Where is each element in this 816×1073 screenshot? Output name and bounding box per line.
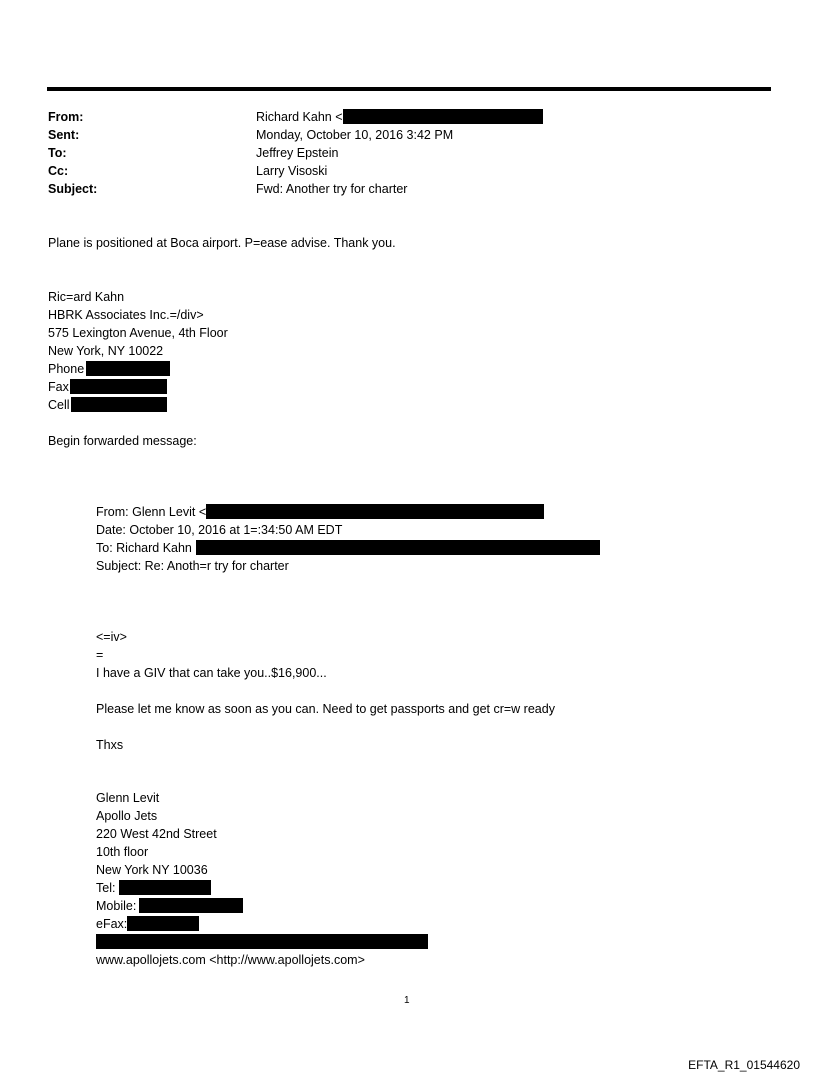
from-label: From: — [48, 110, 84, 124]
fwd-sig-address2: 10th floor — [96, 845, 149, 859]
fwd-to — [96, 539, 600, 557]
fwd-iv-line: <=iv> — [96, 630, 127, 644]
page-number: 1 — [404, 995, 410, 1006]
sent-label: Sent: — [48, 128, 80, 142]
mobile-label: Mobile: — [96, 899, 137, 913]
redaction-bar — [127, 916, 199, 931]
redaction-bar — [71, 397, 167, 412]
fwd-sig-name: Glenn Levit — [96, 791, 160, 805]
fwd-sig-address3: New York NY 10036 — [96, 863, 208, 877]
subject-value: Fwd: Another try for charter — [256, 182, 408, 196]
tel-label: Tel: — [96, 881, 116, 895]
fwd-sig-company: Apollo Jets — [96, 809, 158, 823]
fwd-to-text: To: Richard Kahn — [96, 541, 192, 555]
fwd-from-text: From: Glenn Levit < — [96, 505, 207, 519]
fax-label: Fax — [48, 380, 69, 394]
fwd-line3: Thxs — [96, 738, 124, 752]
body-intro: Plane is positioned at Boca airport. P=ease advise. Thank you. — [48, 236, 396, 250]
fwd-sig-address1: 220 West 42nd Street — [96, 827, 217, 841]
fwd-line2: Please let me know as soon as you can. Need to get passports and get cr=w ready — [96, 702, 555, 716]
fwd-subject: Subject: Re: Anoth=r try for charter — [96, 559, 289, 573]
phone-label: Phone — [48, 362, 85, 376]
cell-label: Cell — [48, 398, 70, 412]
fwd-line1: I have a GIV that can take you..$16,900... — [96, 666, 327, 680]
redaction-bar — [119, 880, 211, 895]
to-label: To: — [48, 146, 67, 160]
fwd-date: Date: October 10, 2016 at 1=:34:50 AM EDT — [96, 523, 343, 537]
sent-value: Monday, October 10, 2016 3:42 PM — [256, 128, 454, 142]
subject-label: Subject: — [48, 182, 98, 196]
cc-label: Cc: — [48, 164, 69, 178]
begin-forwarded: Begin forwarded message: — [48, 434, 197, 448]
signature-phone — [48, 360, 170, 378]
redaction-bar — [86, 361, 170, 376]
redaction-bar — [139, 898, 243, 913]
redaction-bar — [206, 504, 544, 519]
header-rule — [47, 87, 771, 91]
fwd-sig-redacted-line — [96, 933, 428, 951]
redaction-bar — [196, 540, 600, 555]
signature-name: Ric=ard Kahn — [48, 290, 125, 304]
fwd-sig-tel — [96, 879, 211, 897]
signature-fax — [48, 378, 167, 396]
document-id: EFTA_R1_01544620 — [688, 1058, 800, 1072]
fwd-from — [96, 503, 544, 521]
fwd-sig-mobile — [96, 897, 243, 915]
fwd-sig-efax — [96, 915, 199, 933]
signature-address1: 575 Lexington Avenue, 4th Floor — [48, 326, 228, 340]
efax-label: eFax: — [96, 917, 128, 931]
cc-value: Larry Visoski — [256, 164, 328, 178]
redaction-bar — [70, 379, 167, 394]
fwd-eq-line: = — [96, 648, 104, 662]
redaction-bar — [343, 109, 543, 124]
from-value — [256, 108, 543, 126]
fwd-sig-website: www.apollojets.com <http://www.apollojets.com> — [96, 953, 365, 967]
signature-address2: New York, NY 10022 — [48, 344, 164, 358]
redaction-bar — [96, 934, 428, 949]
from-sender: Richard Kahn < — [256, 110, 343, 124]
to-value: Jeffrey Epstein — [256, 146, 339, 160]
signature-cell — [48, 396, 167, 414]
signature-company: HBRK Associates Inc.=/div> — [48, 308, 204, 322]
